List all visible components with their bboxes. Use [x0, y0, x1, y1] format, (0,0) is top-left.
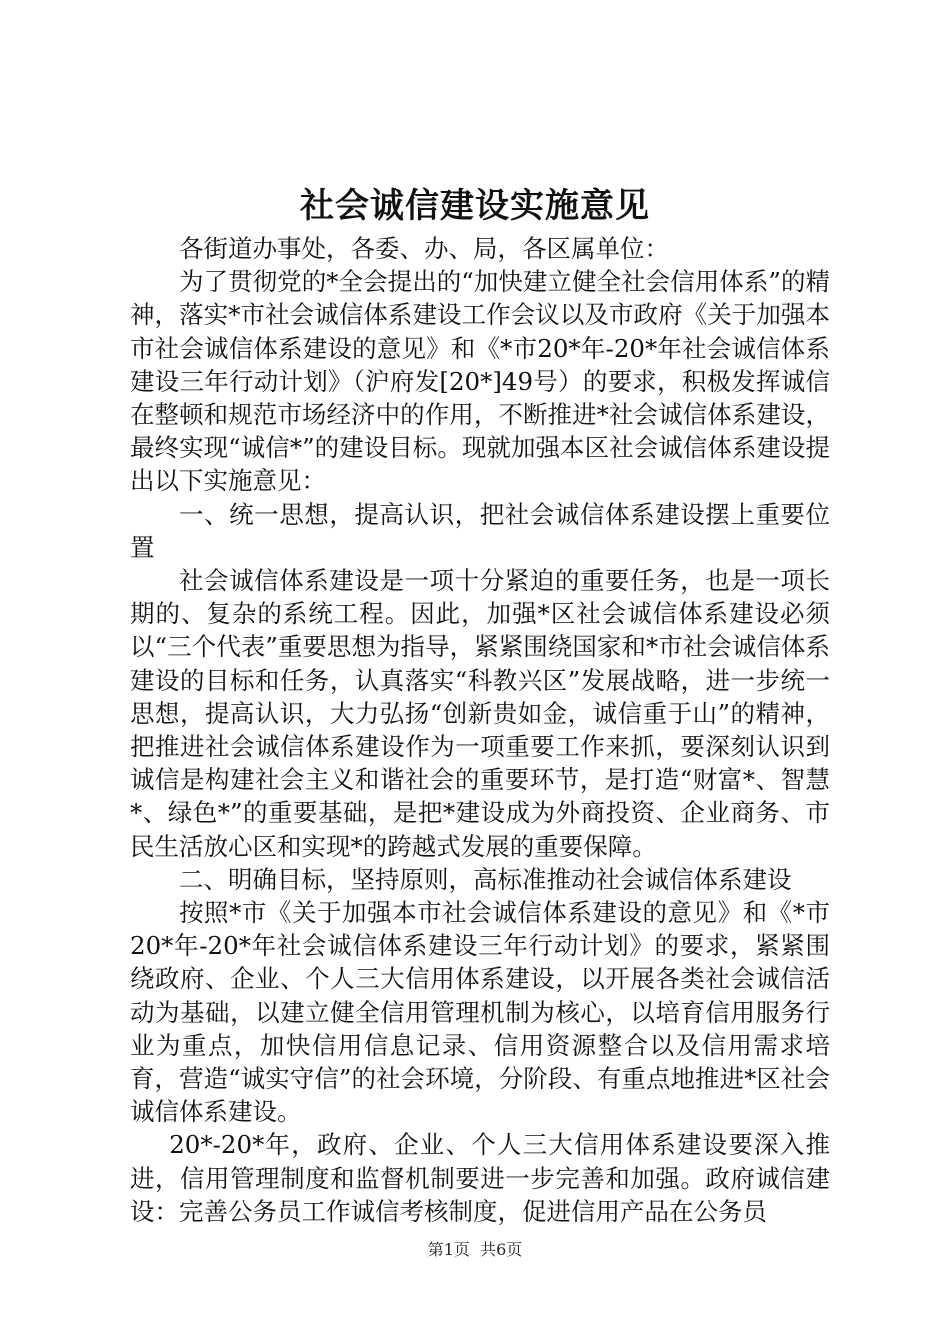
section-2-paragraph: 按照*市《关于加强本市社会诚信体系建设的意见》和《*市20*年-20*年社会诚信体系建设三年行动计划》的要求，紧紧围绕政府、企业、个人三大信用体系建设，以开展各类社会诚信活动为基础，以建立健全信用管理机制为核心，以培育信用服务行业为重点，加快信用信息记录、信用资源整合以及信用需求培育，营造“诚实守信”的社会环境，分阶段、有重点地推进*区社会诚信体系建设。: [130, 898, 830, 1127]
section-1-paragraph: 社会诚信体系建设是一项十分紧迫的重要任务，也是一项长期的、复杂的系统工程。因此，加强*区社会诚信体系建设必须以“三个代表”重要思想为指导，紧紧围绕国家和*市社会诚信体系建设的目标和任务，认真落实“科教兴区”发展战略，进一步统一思想，提高认识，大力弘扬“创新贵如金，诚信重于山”的精神，把推进社会诚信体系建设作为一项重要工作来抓，要深刻认识到诚信是构建社会主义和谐社会的重要环节，是打造“财富*、智慧*、绿色*”的重要基础，是把*建设成为外商投资、企业商务、市民生活放心区和实现*的跨越式发展的重要保障。: [130, 566, 830, 861]
document-body: [130, 232, 830, 1228]
section-heading-2: 二、明确目标，坚持原则，高标准推动社会诚信体系建设: [179, 864, 792, 894]
page-footer: [0, 1240, 950, 1260]
footer-spacer: [470, 1240, 480, 1259]
goals-paragraph: 20*-20*年，政府、企业、个人三大信用体系建设要深入推进，信用管理制度和监督机制要进一步完善和加强。政府诚信建设：完善公务员工作诚信考核制度，促进信用产品在公务员: [130, 1130, 830, 1226]
salutation-paragraph: 各街道办事处，各委、办、局，各区属单位：: [179, 234, 669, 263]
page-number: 第1页: [427, 1240, 470, 1259]
section-heading-1: 一、统一思想，提高认识，把社会诚信体系建设摆上重要位置: [130, 499, 830, 562]
document-title: 社会诚信建设实施意见: [300, 186, 650, 226]
intro-paragraph: 为了贯彻党的*全会提出的“加快建立健全社会信用体系”的精神，落实*市社会诚信体系建设工作会议以及市政府《关于加强本市社会诚信体系建设的意见》和《*市20*年-20*年社会诚信体系建设三年行动计划》（沪府发[20*]49号）的要求，积极发挥诚信在整顿和规范市场经济中的作用，不断推进*社会诚信体系建设，最终实现“诚信*”的建设目标。现就加强本区社会诚信体系建设提出以下实施意见：: [130, 267, 830, 496]
page-total: 共6页: [480, 1240, 523, 1259]
